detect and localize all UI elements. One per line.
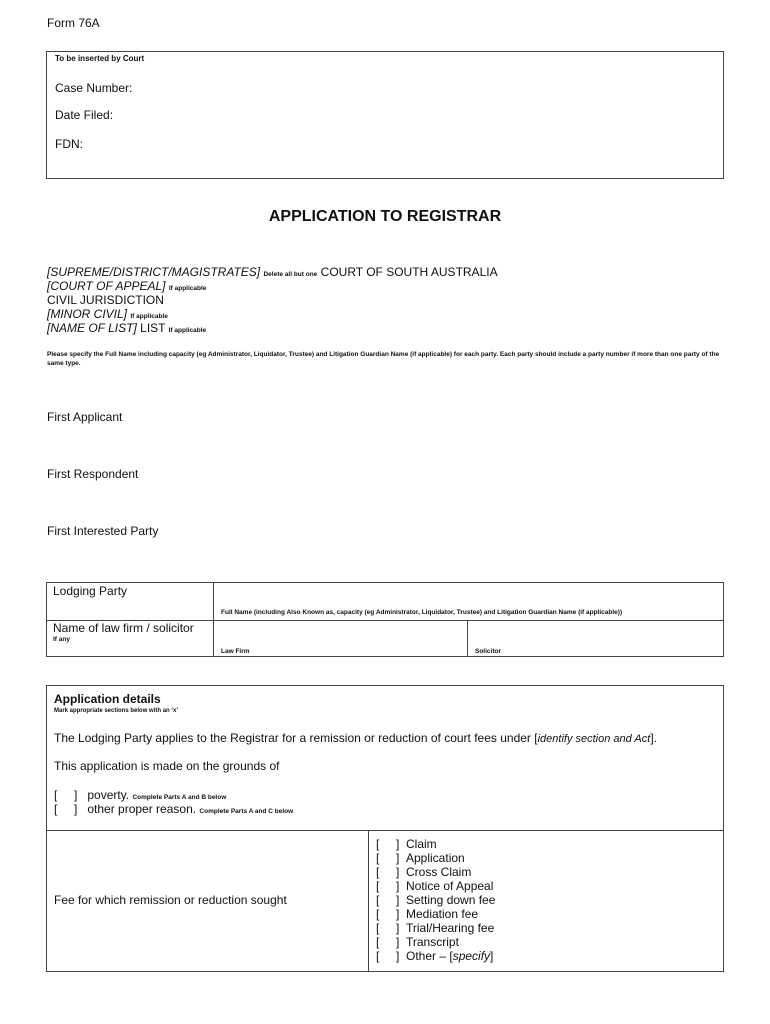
poverty-checkbox[interactable]: [ ] poverty. Complete Parts A and B below <box>54 788 227 802</box>
other-reason-label: other proper reason. <box>87 802 197 816</box>
fee-label: Fee for which remission or reduction sought <box>54 893 287 907</box>
solicitor-caption: Solicitor <box>475 648 502 655</box>
first-applicant-label: First Applicant <box>47 410 123 424</box>
other-reason-note: Complete Parts A and C below <box>199 808 294 815</box>
remission-statement <box>54 731 657 745</box>
fee-option-cross-claim[interactable]: [ ] Cross Claim <box>376 865 472 879</box>
minor-civil-note: If applicable <box>130 313 168 320</box>
lodging-party-table <box>46 582 724 657</box>
fee-divider <box>368 830 369 971</box>
application-heading: Application details <box>54 692 161 706</box>
fee-option-trial-hearing[interactable]: [ ] Trial/Hearing fee <box>376 921 495 935</box>
minor-civil-bracket: [MINOR CIVIL] <box>47 307 128 321</box>
court-box-title: To be inserted by Court <box>55 54 145 63</box>
application-details-box <box>46 685 724 972</box>
appeal-note: If applicable <box>168 285 207 292</box>
statement-placeholder: identify section and Act <box>537 733 651 745</box>
fee-option-notice-of-appeal[interactable]: [ ] Notice of Appeal <box>376 879 494 893</box>
table-divider-solicitor <box>467 620 468 656</box>
document-title: APPLICATION TO REGISTRAR <box>268 208 502 225</box>
application-divider <box>47 830 723 831</box>
first-interested-party-label: First Interested Party <box>47 524 159 538</box>
court-line-5 <box>47 321 206 335</box>
other-reason-checkbox[interactable]: [ ] other proper reason. Complete Parts A and C below <box>54 802 294 816</box>
court-note: Delete all but one <box>263 271 318 278</box>
fdn-label: FDN: <box>55 137 83 151</box>
court-line-1 <box>47 265 498 279</box>
court-line-4 <box>47 307 168 321</box>
statement-end: ]. <box>650 731 657 745</box>
court-bracket: [SUPREME/DISTRICT/MAGISTRATES] <box>47 265 261 279</box>
if-any-note: If any <box>53 636 70 643</box>
fee-option-mediation[interactable]: [ ] Mediation fee <box>376 907 479 921</box>
list-note: If applicable <box>168 327 207 334</box>
fee-option-setting-down[interactable]: [ ] Setting down fee <box>376 893 496 907</box>
form-number: Form 76A <box>47 16 100 30</box>
date-filed-label: Date Filed: <box>55 108 114 122</box>
poverty-note: Complete Parts A and B below <box>132 794 227 801</box>
fee-option-other[interactable]: [ ] Other – [specify] <box>376 949 494 963</box>
court-name: COURT OF SOUTH AUSTRALIA <box>320 265 498 279</box>
list-word: LIST <box>140 321 166 335</box>
grounds-text: This application is made on the grounds of <box>54 759 280 773</box>
first-respondent-label: First Respondent <box>47 467 139 481</box>
statement-text: The Lodging Party applies to the Registrar for a remission or reduction of court fees under [ <box>54 731 538 745</box>
appeal-bracket: [COURT OF APPEAL] <box>47 279 166 293</box>
fee-option-transcript[interactable]: [ ] Transcript <box>376 935 459 949</box>
full-name-caption: Full Name (including Also Known as, capacity (eg Administrator, Liquidator, Trustee) and Litigation Guardian Name (if applicable)) <box>221 609 623 616</box>
case-number-label: Case Number: <box>55 81 133 95</box>
mark-note: Mark appropriate sections below with an ‘x’ <box>54 708 179 714</box>
fee-option-application[interactable]: [ ] Application <box>376 851 465 865</box>
law-firm-solicitor-label: Name of law firm / solicitor <box>53 621 194 635</box>
list-bracket: [NAME OF LIST] <box>47 321 137 335</box>
other-specify-placeholder: specify <box>452 949 491 963</box>
fee-option-claim[interactable]: [ ] Claim <box>376 837 437 851</box>
lodging-party-label: Lodging Party <box>53 584 128 598</box>
court-use-box <box>46 51 724 179</box>
civil-jurisdiction: CIVIL JURISDICTION <box>47 293 164 307</box>
law-firm-caption: Law Firm <box>221 648 250 655</box>
poverty-label: poverty. <box>87 788 130 802</box>
court-line-2 <box>47 279 206 293</box>
party-instructions: Please specify the Full Name including capacity (eg Administrator, Liquidator, Trustee) and Litigation Guardian Name (if applicable) for each party. Each party should include a party number if more than one party of the same type. <box>47 351 720 367</box>
